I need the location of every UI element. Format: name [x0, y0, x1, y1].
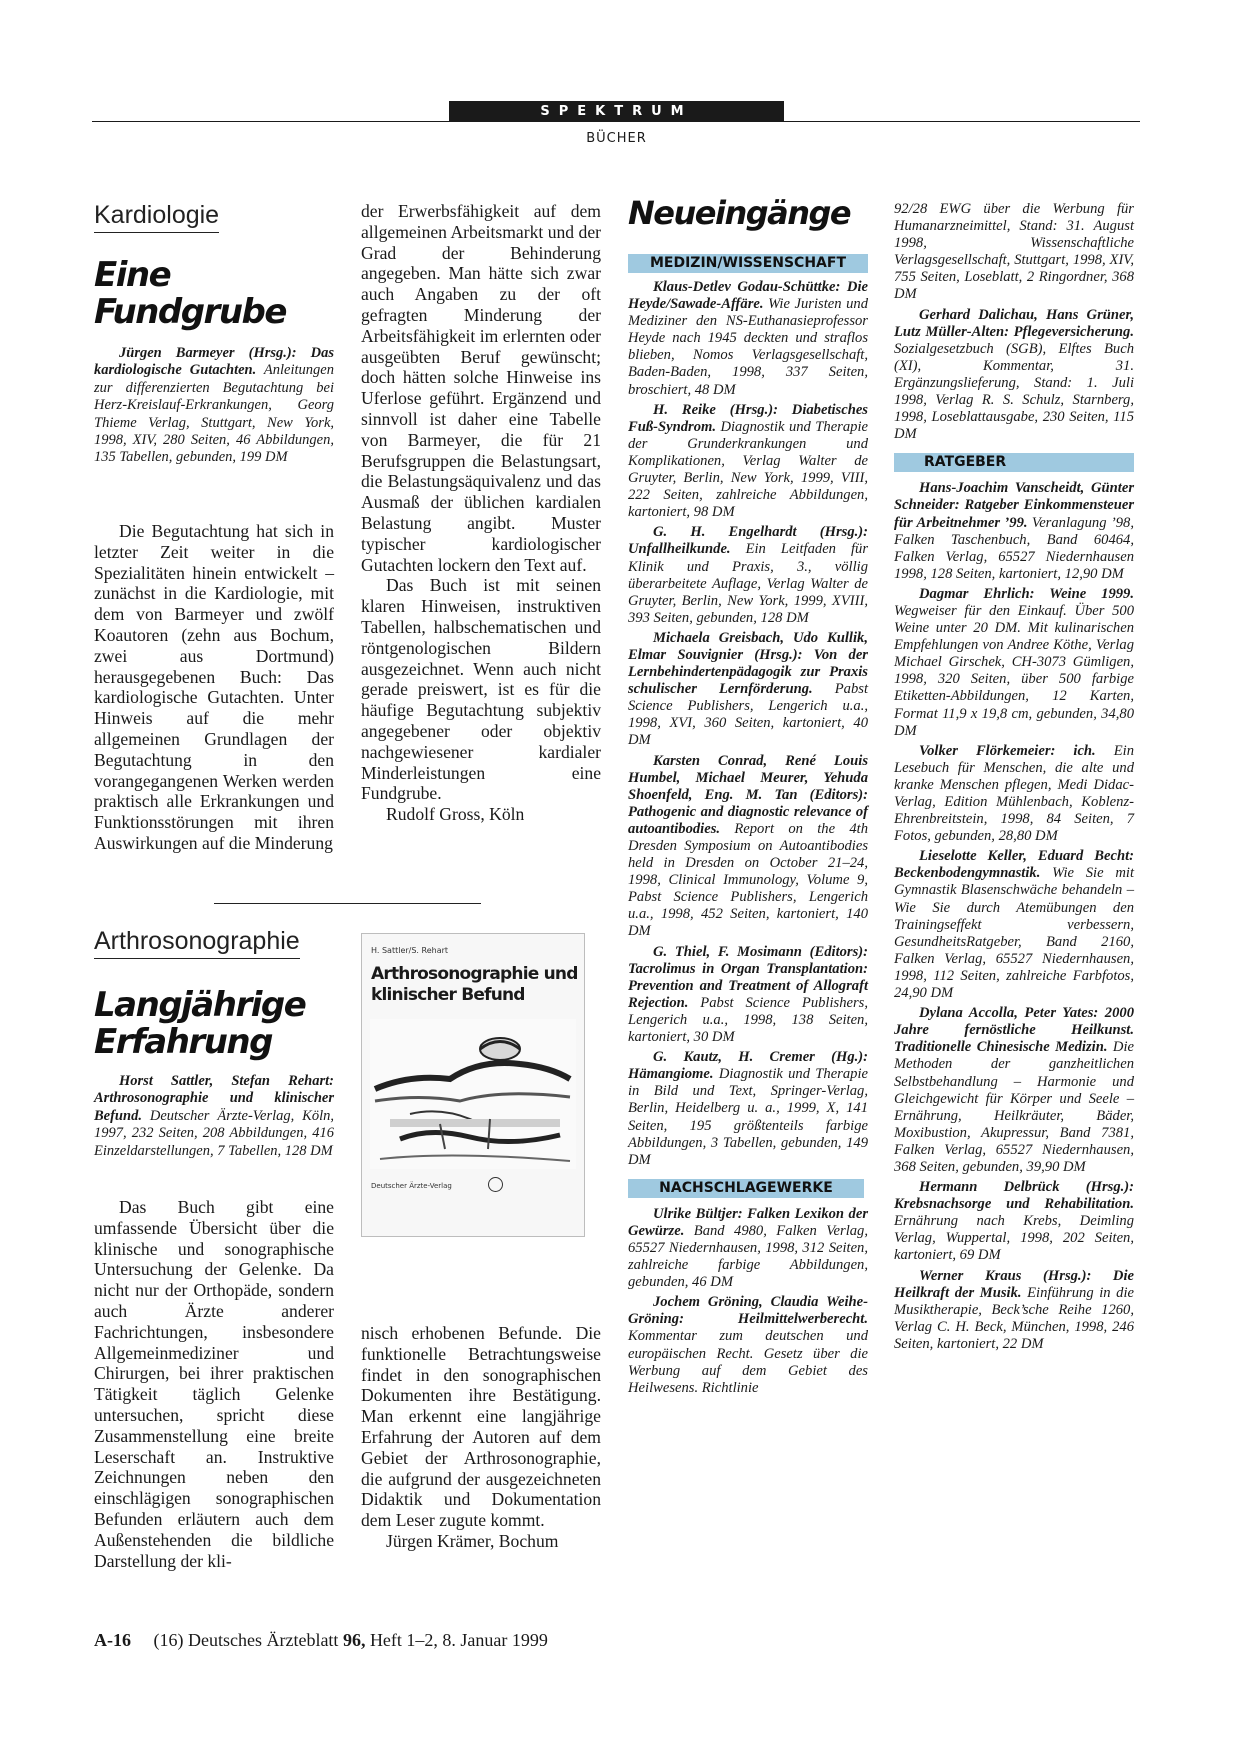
- header-rule: [92, 121, 1140, 122]
- book-entry-details: Pabst Science Publishers, Lengerich u.a., 1998, 138 Seiten, kartoniert, 30 DM: [628, 994, 868, 1046]
- neueingaenge-title: Neueingänge: [628, 194, 851, 232]
- header-bar: SPEKTRUM: [449, 101, 784, 122]
- book-entry-details: Sozialgesetzbuch (SGB), Elftes Buch (XI), Kommentar, 31. Ergänzungslieferung, Stand: 1. Juli 1998, Verlag R. S. Schulz, Starnberg, 1998, Loseblattausgabe, 230 Seiten, 115 DM: [894, 340, 1134, 443]
- book-entry-details: Ein Lesebuch für Menschen, die alte und kranke Menschen pflegen, Medi Didac-Verlag, Edition Mühlenbach, Koblenz-Ehrenbreitstein, 1998, 84 Seiten, 7 Fotos, gebunden, 28,80 DM: [894, 742, 1134, 845]
- book-entry-title: Lieselotte Keller, Eduard Becht: Beckenbodengymnastik.: [894, 848, 1134, 882]
- article2-body-col2: nisch erhobenen Befunde. Die funktionelle Betrachtungsweise findet in den sonographischen Dokumenten ihre Bestätigung. Man erkennt eine langjährige Erfahrung der Autoren auf dem Gebiet der Arthrosonographie, die aufgrund der ausgezeichneten Didaktik und Dokumentation dem Leser zugute kommt. Jürgen Krämer, Bochum: [361, 1323, 601, 1551]
- book-entry: [628, 1294, 868, 1397]
- book-cover-publisher: Deutscher Ärzte-Verlag: [371, 1182, 452, 1190]
- headline-article2: Langjährige Erfahrung: [94, 985, 306, 1062]
- citation-title: Horst Sattler, Stefan Rehart: Arthrosonographie und klinischer Befund.: [94, 1073, 334, 1124]
- article-divider: [214, 903, 481, 904]
- book-entry-details: Wegweiser für den Einkauf. Über 500 Weine unter 20 DM. Mit kulinarischen Empfehlungen von Andree Köthe, Verlag Michael Girschek, CH-3073 Gümligen, 1998, 320 Seiten, über 500 farbige Etiketten-Abbildungen, 12 Karten, Format 11,9 x 19,8 cm, gebunden, 34,80 DM: [894, 602, 1134, 739]
- book-entry-title: Hermann Delbrück (Hrsg.): Krebsnachsorge und Rehabilitation.: [894, 1179, 1134, 1213]
- article1-signature: Rudolf Gross, Köln: [386, 804, 525, 825]
- book-cover-image: [361, 933, 585, 1237]
- book-entry: [628, 944, 868, 1047]
- book-entry-title: Dagmar Ehrlich: Weine 1999.: [919, 585, 1134, 602]
- book-entry-details: Veranlagung ’98, Falken Taschenbuch, Band 60464, Falken Verlag, 65527 Niedernhausen 1998, 128 Seiten, kartoniert, 12,90 DM: [894, 514, 1134, 582]
- headline-article1: Eine Fundgrube: [94, 255, 286, 332]
- book-entry: [894, 586, 1134, 740]
- book-entry-title: G. Thiel, F. Mosimann (Editors): Tacrolimus in Organ Transplantation: Prevention and Treatment of Allograft Rejection.: [628, 943, 868, 1011]
- book-entry-title: Volker Flörkemeier: ich.: [919, 742, 1096, 759]
- citation-details: Anleitungen zur differenzierten Begutachtung bei Herz-Kreislauf-Erkrankungen, Georg Thieme Verlag, Stuttgart, New York, 1998, XIV, 280 Seiten, 46 Abbildungen, 135 Tabellen, gebunden, 199 DM: [94, 362, 334, 466]
- book-entry-details: Ernährung nach Krebs, Deimling Verlag, Wuppertal, 1998, 202 Seiten, kartoniert, 69 DM: [894, 1213, 1134, 1264]
- book-entry: [628, 630, 868, 750]
- book-entry-details: Band 4980, Falken Verlag, 65527 Niedernhausen, 1998, 312 Seiten, zahlreiche farbige Abbildungen, gebunden, 46 DM: [628, 1222, 868, 1291]
- header-subtitle: BÜCHER: [586, 131, 647, 146]
- footer: [94, 1630, 548, 1651]
- book-entry: [894, 1268, 1134, 1353]
- book-entry-details: Report on the 4th Dresden Symposium on Autoantibodies held in Dresden on October 21–24, 1998, Clinical Immunology, Volume 9, Pabst Science Publishers, Lengerich u.a., 1998, 452 Seiten, kartoniert, 140 DM: [628, 820, 868, 940]
- joint-illustration: [370, 1019, 576, 1169]
- book-cover-authors: H. Sattler/S. Rehart: [371, 946, 449, 955]
- entries-nachschlagewerke: [628, 1206, 868, 1397]
- section-label-kardiologie: Kardiologie: [94, 203, 219, 233]
- publisher-logo-icon: [488, 1177, 503, 1192]
- book-entry: [894, 743, 1134, 846]
- book-entry-title: Hans-Joachim Vanscheidt, Günter Schneider: Ratgeber Einkommensteuer für Arbeitnehmer ’99.: [894, 480, 1134, 531]
- book-entry-title: Dylana Accolla, Peter Yates: 2000 Jahre fernöstliche Heilkunst. Traditionelle Chinesische Medizin.: [894, 1005, 1134, 1056]
- category-bar-nachschlagewerke: NACHSCHLAGEWERKE: [628, 1179, 864, 1198]
- entries-continued: [894, 307, 1134, 444]
- book-entry: [628, 1049, 868, 1169]
- book-entry: [628, 402, 868, 522]
- citation-article2: [94, 1073, 334, 1160]
- book-entry: [894, 307, 1134, 444]
- book-entry: [894, 1179, 1134, 1264]
- section-label-arthrosonographie: Arthrosonographie: [94, 929, 300, 959]
- book-entry-details: Kommentar zum deutschen und europäischen Recht. Gesetz über die Werbung auf dem Gebiet des Heilwesens. Richtlinie: [628, 1328, 868, 1396]
- book-entry-details: Pabst Science Publishers, Lengerich u.a., 1998, XVI, 360 Seiten, kartoniert, 40 DM: [628, 681, 868, 749]
- book-entry: [628, 279, 868, 399]
- book-entry-title: Jochem Gröning, Claudia Weihe-Gröning: Heilmittelwerberecht.: [628, 1294, 868, 1328]
- article1-body-col1: Die Begutachtung hat sich in letzter Zeit weiter in die Spezialitäten hinein entwickelt – zunächst in die Kardiologie, mit dem von Barmeyer und zwölf Koautoren (zehn aus Bochum, zwei aus Dortmund) herausgegebenen Buch: Das kardiologische Gutachten. Unter Hinweis auf die mehr allgemeinen Grundlagen der Begutachtung in den vorangegangenen Werken werden praktisch alle Erkrankungen und Funktionsstörungen mit ihren Auswirkungen auf die Minderung: [94, 521, 334, 853]
- category-bar-ratgeber: RATGEBER: [894, 453, 1134, 472]
- neueingaenge-col3: [628, 254, 868, 1400]
- book-entry-details: Diagnostik und Therapie in Bild und Text, Springer-Verlag, Berlin, Heidelberg u. a., 1999, X, 141 Seiten, 195 größtenteils farbige Abbildungen, 3 Tabellen, gebunden, 149 DM: [628, 1066, 868, 1168]
- article2-body-col1: Das Buch gibt eine umfassende Übersicht über die klinische und sonographische Untersuchung der Gelenke. Da nicht nur der Orthopäde, sondern auch Ärzte anderer Fachrichtungen, insbesondere Allgemeinmediziner und Chirurgen, bei ihrer praktischen Tätigkeit täglich Gelenke untersuchen, spricht diese Zusammenstellung eine breite Leserschaft an. Instruktive Zeichnungen neben den einschlägigen sonographischen Befunden erläutern auch dem Außenstehenden die bildliche Darstellung der kli-: [94, 1197, 334, 1571]
- book-entry-title: H. Reike (Hrsg.): Diabetisches Fuß-Syndrom.: [628, 401, 868, 435]
- book-entry-title: Gerhard Dalichau, Hans Grüner, Lutz Müller-Alten: Pflegeversicherung.: [894, 306, 1134, 340]
- book-entry-details: Wie Juristen und Mediziner den NS-Euthanasieprofessor Heyde nach 1945 deckten und straflos blieben, Nomos Verlagsgesellschaft, Baden-Baden, 1998, 337 Seiten, broschiert, 48 DM: [628, 296, 868, 398]
- article2-signature: Jürgen Krämer, Bochum: [386, 1530, 559, 1551]
- book-entry-details: Ein Leitfaden für Klinik und Praxis, 3., völlig überarbeitete Auflage, Verlag Walter de Gruyter, Berlin, New York, 1999, XVIII, 393 Seiten, gebunden, 128 DM: [628, 541, 868, 626]
- book-entry-details: Die Methoden der ganzheitlichen Selbstbehandlung – Harmonie und Gleichgewicht für Körper und Seele – Ernährung, Heilkräuter, Bäder, Moxibustion, Akupressur, Band 7381, Falken Verlag, 65527 Niedernhausen, 368 Seiten, gebunden, 39,90 DM: [894, 1039, 1134, 1175]
- citation-article1: [94, 345, 334, 467]
- book-entry: [894, 480, 1134, 583]
- book-entry: [628, 1206, 868, 1291]
- article1-body-col2: der Erwerbsfähigkeit auf dem allgemeinen Arbeitsmarkt und der Grad der Behinderung angegeben. Man hätte sich zwar auch Angaben zu der oft gefragten Minderung der Arbeitsfähigkeit im erlernten oder ausgeübten Beruf gewünscht; doch hätten solche Hinweise ins Uferlose geführt. Ergänzend und sinnvoll ist daher eine Tabelle von Barmeyer, die für 21 Berufsgruppen die Belastungsart, die Belastungsäquivalenz und das Ausmaß der üblichen kardialen Belastung angibt. Muster typischer kardiologischer Gutachten lockern den Text auf. Das Buch ist mit seinen klaren Hinweisen, instruktiven Tabellen, halbschematischen und röntgenologischen Bildern ausgezeichnet. Wenn auch nicht gerade preiswert, ist es für die häufige Begutachtung subjektiv angegebener oder objektiv nachgewiesener kardialer Minderleistungen eine Fundgrube. Rudolf Gross, Köln: [361, 201, 601, 825]
- page-number: A-16: [94, 1630, 131, 1650]
- category-bar-medizin: MEDIZIN/WISSENSCHAFT: [628, 254, 868, 273]
- book-entry-title: G. H. Engelhardt (Hrsg.): Unfallheilkunde.: [628, 524, 868, 558]
- entries-ratgeber: [894, 480, 1134, 1353]
- citation-details: Deutscher Ärzte-Verlag, Köln, 1997, 232 Seiten, 208 Abbildungen, 416 Einzeldarstellungen, 7 Tabellen, 128 DM: [94, 1107, 334, 1159]
- entries-medizin: [628, 279, 868, 1169]
- book-entry: [894, 848, 1134, 1002]
- book-entry-details: Einführung in die Musiktherapie, Beck’sche Reihe 1260, Verlag C. H. Beck, München, 1998, 246 Seiten, kartoniert, 22 DM: [894, 1284, 1134, 1352]
- book-entry: [894, 1005, 1134, 1176]
- book-entry-title: Ulrike Bültjer: Falken Lexikon der Gewürze.: [628, 1205, 868, 1239]
- journal-volume: 96,: [342, 1630, 366, 1650]
- book-entry-title: G. Kautz, H. Cremer (Hg.): Hämangiome.: [628, 1049, 868, 1083]
- book-entry-title: Michaela Greisbach, Udo Kullik, Elmar Souvignier (Hrsg.): Von der Lernbehindertenpädagogik zur Praxis schulischer Lernförderung.: [628, 629, 868, 698]
- book-entry-title: Werner Kraus (Hrsg.): Die Heilkraft der Musik.: [894, 1267, 1134, 1301]
- book-cover-title: Arthrosonographie und klinischer Befund: [371, 964, 578, 1005]
- citation-title: Jürgen Barmeyer (Hrsg.): Das kardiologische Gutachten.: [94, 345, 334, 379]
- book-entry: [628, 753, 868, 941]
- neueingaenge-col4: [894, 201, 1134, 1356]
- journal-name: (16) Deutsches Ärzteblatt: [153, 1630, 343, 1650]
- book-entry-title: Klaus-Detlev Godau-Schüttke: Die Heyde/Sawade-Affäre.: [628, 279, 868, 313]
- book-entry: [628, 524, 868, 627]
- entry-continuation: 92/28 EWG über die Werbung für Humanarzneimittel, Stand: 31. August 1998, Wissenschaftliche Verlagsgesellschaft, Stuttgart, 1998, XIV, 755 Seiten, Loseblatt, 2 Ringordner, 368 DM: [894, 201, 1134, 303]
- book-entry-details: Wie Sie mit Gymnastik Blasenschwäche behandeln – Wie Sie durch Atemübungen den Trainingseffekt verbessern, GesundheitsRatgeber, Band 2160, Falken Verlag, 65527 Niedernhausen, 1998, 112 Seiten, zahlreiche Farbfotos, 24,90 DM: [894, 865, 1134, 1002]
- book-entry-title: Karsten Conrad, René Louis Humbel, Michael Meurer, Yehuda Shoenfeld, Eng. M. Tan (Editors): Pathogenic and diagnostic relevance of autoantibodies.: [628, 752, 868, 837]
- journal-issue: Heft 1–2, 8. Januar 1999: [365, 1630, 548, 1650]
- book-entry-details: Diagnostik und Therapie der Grunderkrankungen und Komplikationen, Verlag Walter de Gruyter, Berlin, New York, 1999, VIII, 222 Seiten, zahlreiche Abbildungen, kartoniert, 98 DM: [628, 418, 868, 521]
